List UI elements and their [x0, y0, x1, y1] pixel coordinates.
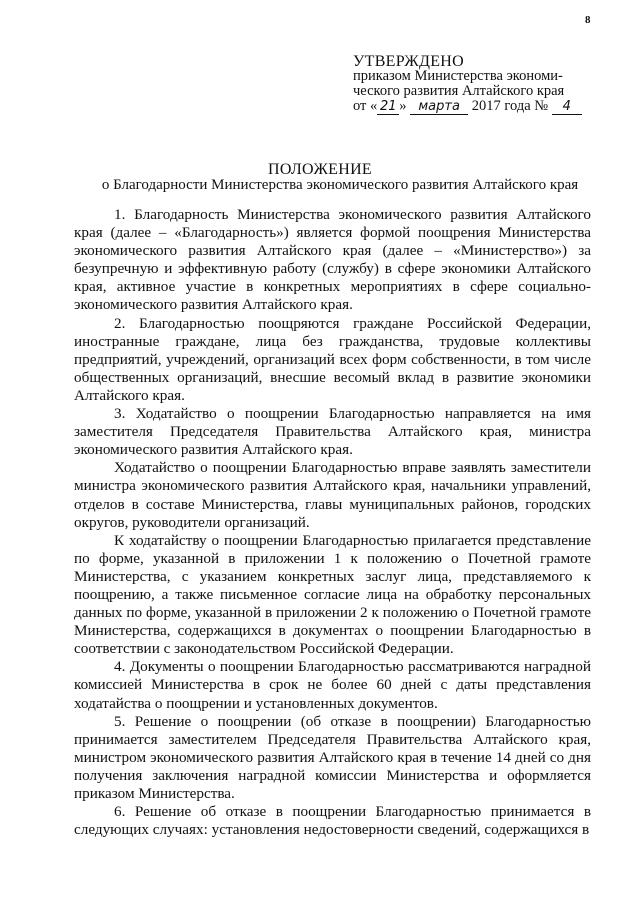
handwritten-day: 21 [377, 99, 399, 115]
approval-stamp [353, 54, 613, 115]
paragraph-6: 6. Решение об отказе в поощрении Благодарностью принимается в следующих случаях: установления недостоверности сведений, содержащихся в [74, 803, 591, 839]
paragraph-5: 5. Решение о поощрении (об отказе в поощрении) Благодарностью принимается заместителем Председателя Правительства Алтайского края, министром экономического развития Алтайского края в течение 14 дней со дня получения заключения наградной комиссии Министерства и оформляется приказом Министерства. [74, 712, 591, 802]
date-mid: » [399, 98, 411, 114]
handwritten-order-number: 4 [552, 99, 582, 115]
document-body [74, 206, 591, 839]
page-number: 8 [585, 14, 591, 26]
approval-date-line [353, 99, 613, 115]
paragraph-3: 3. Ходатайство о поощрении Благодарностью направляется на имя заместителя Председателя Правительства Алтайского края, министра экономического развития Алтайского края. [74, 405, 591, 459]
paragraph-3-petitioners: Ходатайство о поощрении Благодарностью вправе заявлять заместители министра экономического развития Алтайского края, начальники управлений, отделов в составе Министерства, главы муниципальных районов, городских округов, руководители организаций. [74, 459, 591, 531]
date-prefix: от « [353, 98, 378, 114]
paragraph-2: 2. Благодарностью поощряются граждане Российской Федерации, иностранные граждане, лица без гражданства, трудовые коллективы предприятий, учреждений, организаций всех форм собственности, в том числе общественных организаций, внесшие весомый вклад в развитие экономики Алтайского края. [74, 314, 591, 404]
approval-title: УТВЕРЖДЕНО [353, 53, 465, 70]
approval-line-1: приказом Министерства экономи- [353, 68, 563, 84]
document-subtitle: о Благодарности Министерства экономического развития Алтайского края [101, 177, 579, 193]
paragraph-1: 1. Благодарность Министерства экономического развития Алтайского края (далее – «Благодарность») является формой поощрения Министерства экономического развития Алтайского края (далее – «Министерство») за безупречную и эффективную работу (службу) в сфере экономики Алтайского края, активное участие в конкретных мероприятиях в сфере социально-экономического развития Алтайского края. [74, 206, 591, 314]
paragraph-4: 4. Документы о поощрении Благодарностью рассматриваются наградной комиссией Министерства в срок не более 60 дней с даты представления ходатайства о поощрении и установленных документов. [74, 658, 591, 712]
paragraph-3-attachments: К ходатайству о поощрении Благодарностью прилагается представление по форме, указанной в приложении 1 к положению о Почетной грамоте Министерства, с указанием конкретных заслуг лица, представляемого к поощрению, а также письменное согласие лица на обработку персональных данных по форме, указанной в приложении 2 к положению о Почетной грамоте Министерства, содержащихся в документах о поощрении Благодарностью в соответствии с законодательством Российской Федерации. [74, 531, 591, 658]
handwritten-month: марта [410, 99, 468, 115]
approval-line-2: ческого развития Алтайского края [353, 83, 565, 99]
document-title: ПОЛОЖЕНИЕ [267, 161, 372, 178]
date-suffix: 2017 года № [468, 98, 552, 114]
